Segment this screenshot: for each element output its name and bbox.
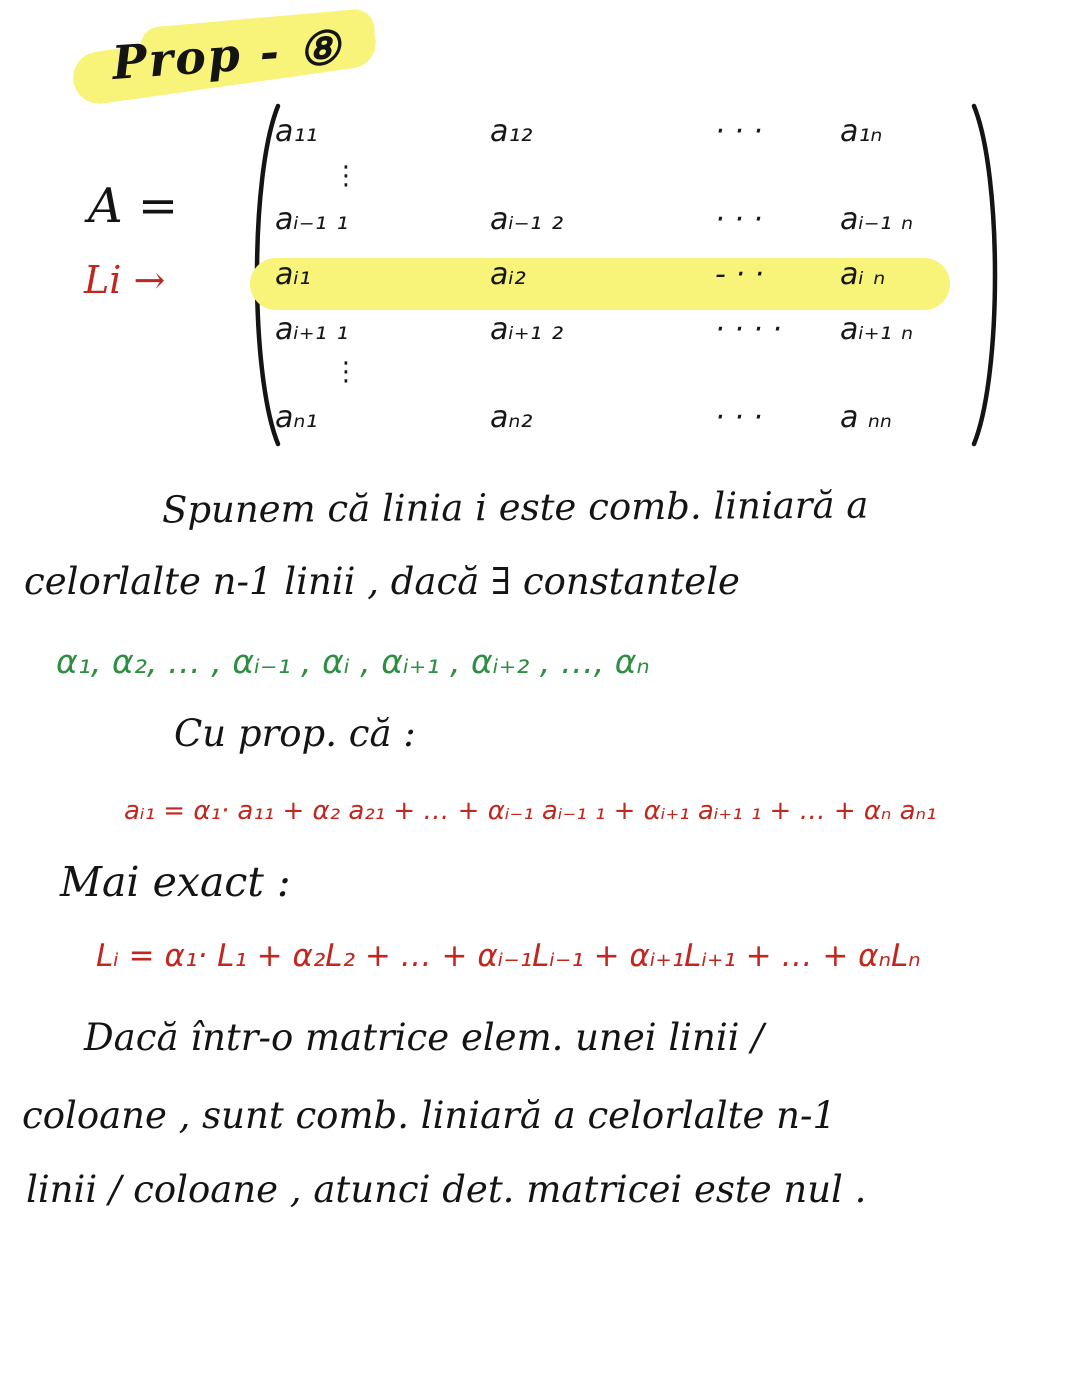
matrix-cell: aᵢ₊₁ ₂ — [490, 311, 564, 347]
para2-line1: Dacă într-o matrice elem. unei linii / — [84, 1016, 764, 1059]
matrix-equals-label: A = — [88, 178, 179, 234]
para1-line2: celorlalte n-1 linii , dacă ∃ constantele — [24, 560, 740, 603]
matrix-cell: aₙ₂ — [490, 399, 533, 435]
matrix-cell: a₁₂ — [490, 113, 533, 149]
matrix-cell: aᵢ₊₁ ₙ — [840, 311, 914, 347]
matrix-cell: · · · — [715, 201, 763, 237]
matrix-cell: a₁ₙ — [840, 113, 883, 149]
page-title: Prop - ⑧ — [110, 20, 344, 90]
matrix-vdots: ⋮ — [333, 357, 359, 387]
para1-line1: Spunem că linia i este comb. liniară a — [161, 483, 869, 532]
para2-line3: linii / coloane , atunci det. matricei este nul . — [26, 1168, 867, 1211]
matrix-cell: aᵢ₋₁ ₙ — [840, 201, 914, 237]
matrix-cell: · · · · — [715, 311, 782, 347]
matrix-vdots: ⋮ — [333, 161, 359, 191]
condition-line: Cu prop. că : — [174, 712, 416, 755]
matrix-cell-row-i: aᵢ₁ — [275, 256, 311, 292]
para2-line2: coloane , sunt comb. liniară a celorlalte n-1 — [22, 1094, 836, 1137]
matrix-cell: aₙ₁ — [275, 399, 318, 435]
matrix-cell: · · · — [715, 399, 763, 435]
matrix-grid — [275, 103, 1015, 445]
matrix-cell: aᵢ₊₁ ₁ — [275, 311, 349, 347]
alpha-constants-list: α₁, α₂, … , αᵢ₋₁ , αᵢ , αᵢ₊₁ , αᵢ₊₂ , …, αₙ — [56, 642, 650, 681]
matrix-cell: aᵢ₋₁ ₂ — [490, 201, 564, 237]
matrix-cell-row-i: - · · — [715, 256, 764, 292]
equation-L-i: Lᵢ = α₁· L₁ + α₂L₂ + … + αᵢ₋₁Lᵢ₋₁ + αᵢ₊₁Lᵢ₊₁ + … + αₙLₙ — [96, 938, 921, 974]
matrix-cell: a₁₁ — [275, 113, 318, 149]
matrix-cell: · · · — [715, 113, 763, 149]
mai-exact-label: Mai exact : — [60, 858, 291, 906]
matrix-cell-row-i: aᵢ₂ — [490, 256, 526, 292]
matrix-cell: a ₙₙ — [840, 399, 892, 435]
row-i-pointer-label: Li → — [84, 258, 166, 302]
matrix-cell-row-i: aᵢ ₙ — [840, 256, 886, 292]
equation-a-i1: aᵢ₁ = α₁· a₁₁ + α₂ a₂₁ + … + αᵢ₋₁ aᵢ₋₁ ₁ + αᵢ₊₁ aᵢ₊₁ ₁ + … + αₙ aₙ₁ — [124, 796, 937, 826]
matrix-cell: aᵢ₋₁ ₁ — [275, 201, 349, 237]
